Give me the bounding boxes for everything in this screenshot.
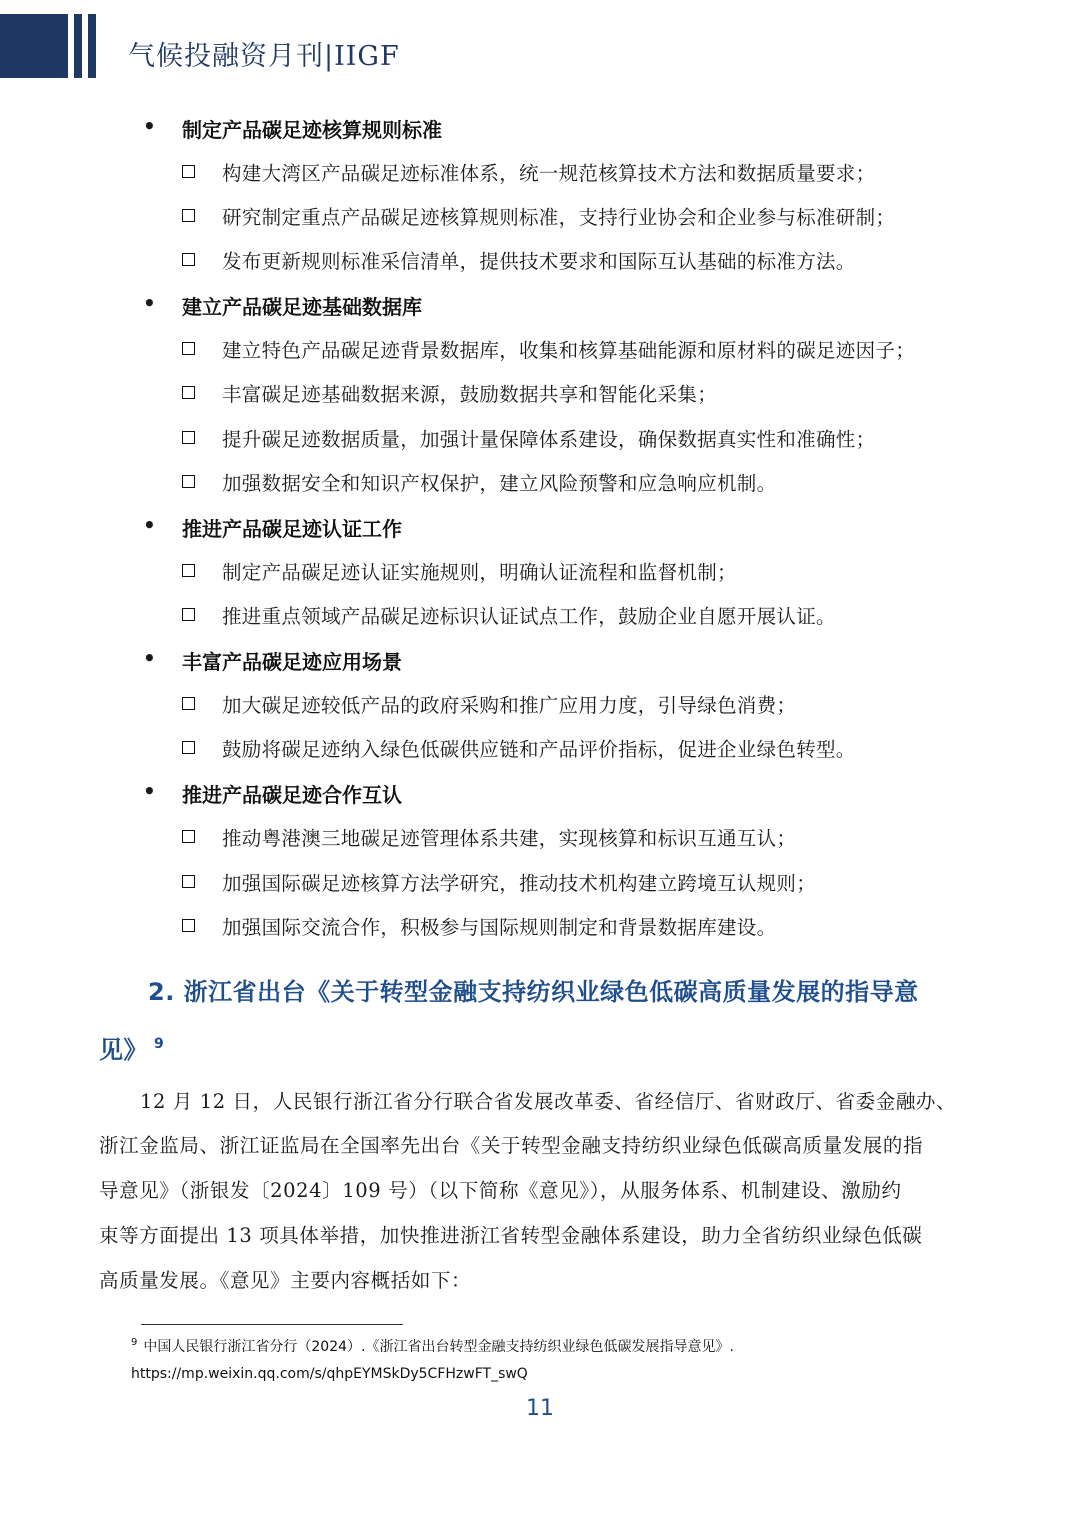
paragraph-line: 导意见》（浙银发〔2024〕109 号）（以下简称《意见》），从服务体系、机制建设、激励约 xyxy=(99,1179,902,1202)
header-decor-bar xyxy=(74,14,82,78)
bullet-icon: • xyxy=(143,291,156,315)
footnote xyxy=(131,1336,734,1356)
footnote-number: 9 xyxy=(131,1337,138,1348)
checkbox-icon xyxy=(182,564,195,577)
bullet-icon: • xyxy=(143,114,156,138)
bullet-icon: • xyxy=(143,646,156,670)
checkbox-icon xyxy=(182,342,195,355)
checkbox-icon xyxy=(182,697,195,710)
paragraph-line: 束等方面提出 13 项具体举措，加快推进浙江省转型金融体系建设，助力全省纺织业绿色低碳 xyxy=(99,1224,923,1247)
bullet-heading: 建立产品碳足迹基础数据库 xyxy=(182,295,422,319)
checkbox-icon xyxy=(182,431,195,444)
bullet-icon: • xyxy=(143,513,156,537)
publication-title: 气候投融资月刊|IIGF xyxy=(128,41,400,72)
checkbox-icon xyxy=(182,209,195,222)
bullet-heading: 推进产品碳足迹合作互认 xyxy=(182,783,402,807)
footnote-reference[interactable]: 9 xyxy=(154,1036,165,1052)
checkbox-icon xyxy=(182,919,195,932)
header-decor-bar xyxy=(0,14,68,78)
paragraph-line: 浙江金监局、浙江证监局在全国率先出台《关于转型金融支持纺织业绿色低碳高质量发展的指 xyxy=(99,1134,924,1157)
bullet-heading: 推进产品碳足迹认证工作 xyxy=(182,517,402,541)
checkbox-icon xyxy=(182,386,195,399)
footnote-text: 中国人民银行浙江省分行（2024）.《浙江省出台转型金融支持纺织业绿色低碳发展指导意见》. xyxy=(143,1339,734,1355)
paragraph-line: 12 月 12 日，人民银行浙江省分行联合省发展改革委、省经信厅、省财政厅、省委金融办、 xyxy=(140,1090,957,1113)
footnote-divider xyxy=(141,1324,403,1325)
page-number: 11 xyxy=(526,1396,554,1421)
checkbox-icon xyxy=(182,165,195,178)
header-decor-bar xyxy=(88,14,96,78)
checkbox-icon xyxy=(182,875,195,888)
paragraph-line: 高质量发展。《意见》主要内容概括如下： xyxy=(99,1269,472,1292)
bullet-heading: 丰富产品碳足迹应用场景 xyxy=(182,650,402,674)
bullet-heading: 制定产品碳足迹核算规则标准 xyxy=(182,118,442,142)
footnote-url-link[interactable]: https://mp.weixin.qq.com/s/qhpEYMSkDy5CFHzwFT_swQ xyxy=(131,1366,528,1382)
checkbox-icon xyxy=(182,741,195,754)
checkbox-icon xyxy=(182,830,195,843)
section-heading: 2. 浙江省出台《关于转型金融支持纺织业绿色低碳高质量发展的指导意 xyxy=(148,978,919,1006)
checkbox-icon xyxy=(182,608,195,621)
checkbox-icon xyxy=(182,475,195,488)
checkbox-icon xyxy=(182,253,195,266)
section-heading-continued: 见》 $^9$ xyxy=(99,1036,165,1064)
bullet-icon: • xyxy=(143,779,156,803)
page-header xyxy=(0,0,1080,90)
